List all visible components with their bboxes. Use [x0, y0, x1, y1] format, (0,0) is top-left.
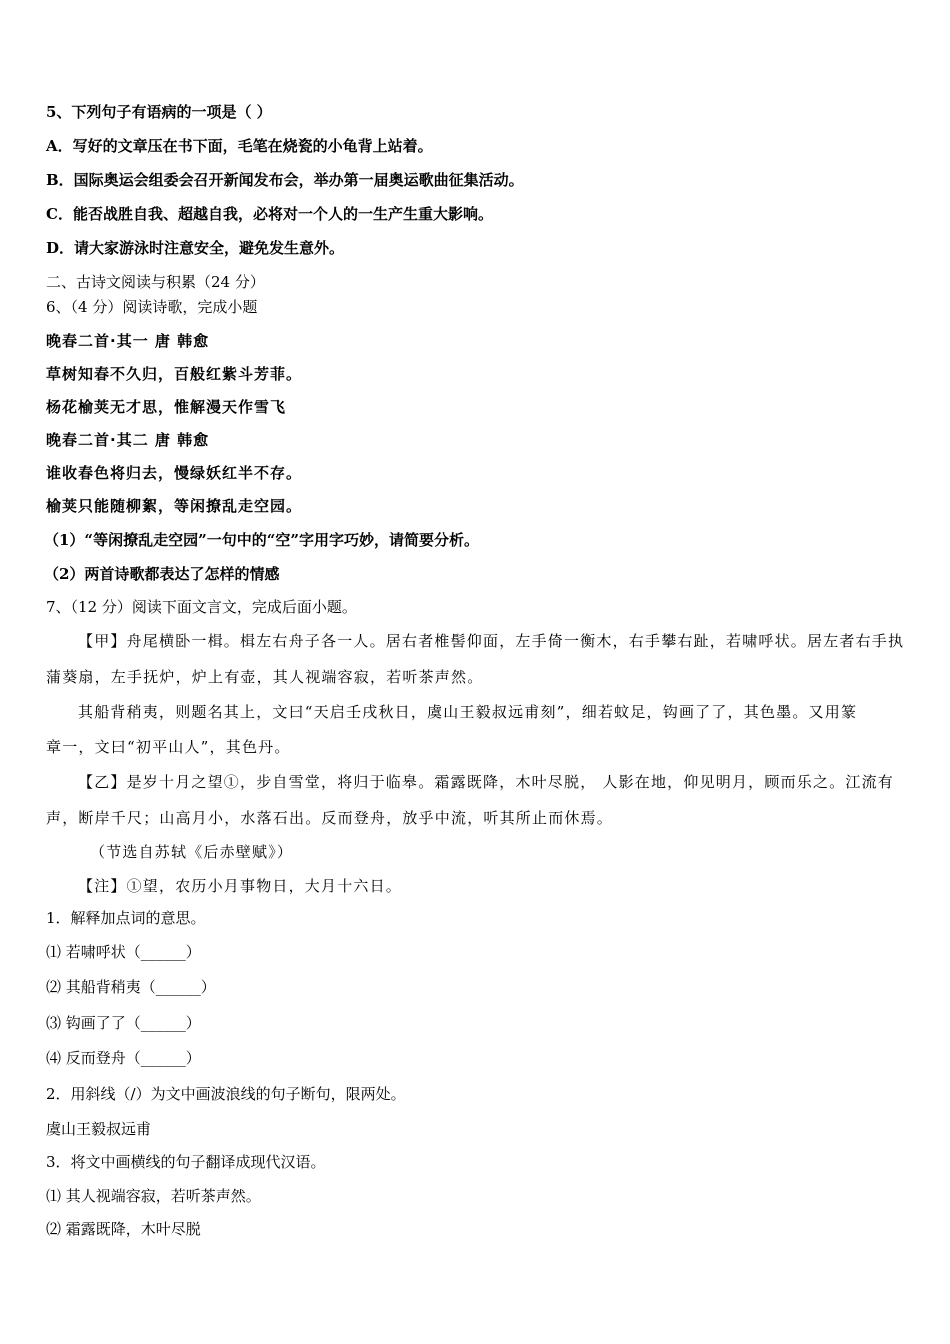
q5-stem: 5、下列句子有语病的一项是（ ） [46, 103, 272, 121]
passage-jia-line: 其船背稍夷，则题名其上，文曰“天启壬戌秋日，虞山王毅叔远甫刻”，细若蚊足，钩画了了，其色墨。又用篆 [78, 703, 858, 721]
q7-sub-1-item: ⑴ 若啸呼状（______） [46, 943, 201, 961]
passage-jia-line: 【甲】舟尾横卧一楫。楫左右舟子各一人。居右者椎髻仰面，左手倚一衡木，右手攀右趾，若啸呼状。居左者右手执 [78, 632, 905, 650]
poem-line: 榆荚只能随柳絮，等闲撩乱走空园。 [46, 497, 303, 515]
q6-sub-1: （1）“等闲撩乱走空园”一句中的“空”字用字巧妙，请简要分析。 [44, 531, 479, 549]
passage-yi-line: 声，断岸千尺；山高月小，水落石出。反而登舟，放乎中流，听其所止而休焉。 [46, 809, 614, 827]
q5-option-d: D．请大家游泳时注意安全，避免发生意外。 [46, 239, 345, 257]
passage-yi-line: 【乙】是岁十月之望①，步自雪堂，将归于临皋。霜露既降，木叶尽脱， 人影在地，仰见明月，顾而乐之。江流有 [78, 773, 894, 791]
poem-title-2: 晚春二首·其二 唐 韩愈 [46, 431, 210, 449]
passage-jia-line: 蒲葵扇，左手抚炉，炉上有壶，其人视端容寂，若听茶声然。 [46, 668, 484, 686]
q7-sub-3-item: ⑴ 其人视端容寂，若听茶声然。 [46, 1187, 261, 1205]
q7-sub-2-text: 虞山王毅叔远甫 [46, 1120, 152, 1138]
passage-jia-line: 章一，文曰“初平山人”，其色丹。 [46, 738, 291, 756]
q5-option-b: B．国际奥运会组委会召开新闻发布会，举办第一届奥运歌曲征集活动。 [46, 171, 524, 189]
poem-line: 谁收春色将归去，慢绿妖红半不存。 [46, 464, 303, 482]
q7-sub-1-item: ⑷ 反而登舟（______） [46, 1049, 201, 1067]
q7-sub-1-item: ⑵ 其船背稍夷（______） [46, 978, 216, 996]
q7-stem: 7、（12 分）阅读下面文言文，完成后面小题。 [46, 598, 357, 616]
q7-sub-3-item: ⑵ 霜露既降，木叶尽脱 [46, 1220, 201, 1238]
q7-sub-3: 3．将文中画横线的句子翻译成现代汉语。 [46, 1153, 326, 1171]
passage-source: （节选自苏轼《后赤壁赋》） [90, 843, 294, 861]
passage-note: 【注】①望，农历小月事物日，大月十六日。 [78, 877, 403, 895]
q5-option-c: C．能否战胜自我、超越自我，必将对一个人的一生产生重大影响。 [46, 205, 493, 223]
q7-sub-2: 2．用斜线（/）为文中画波浪线的句子断句，限两处。 [46, 1085, 406, 1103]
q7-sub-1-item: ⑶ 钩画了了（______） [46, 1014, 201, 1032]
poem-line: 杨花榆荚无才思，惟解漫天作雪飞 [46, 398, 287, 416]
poem-title-1: 晚春二首·其一 唐 韩愈 [46, 332, 210, 350]
poem-line: 草树知春不久归，百般红紫斗芳菲。 [46, 365, 303, 383]
q6-stem: 6、（4 分）阅读诗歌，完成小题 [46, 298, 258, 316]
q5-option-a: A．写好的文章压在书下面，毛笔在烧瓷的小龟背上站着。 [46, 137, 433, 155]
q6-sub-2: （2）两首诗歌都表达了怎样的情感 [44, 565, 280, 583]
section-2-title: 二、古诗文阅读与积累（24 分） [46, 273, 265, 291]
q7-sub-1: 1．解释加点词的意思。 [46, 909, 206, 927]
